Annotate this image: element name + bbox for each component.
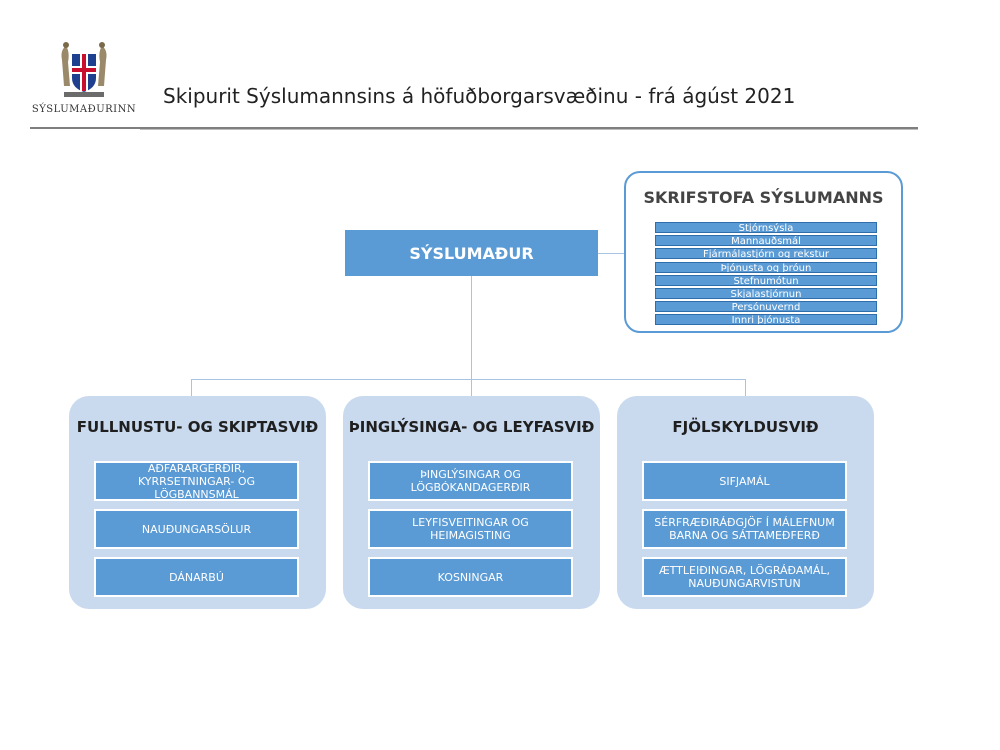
office-item: Þjónusta og þróun bbox=[655, 262, 877, 273]
logo bbox=[30, 40, 138, 120]
connector-main-office bbox=[598, 253, 624, 254]
unit-box: ÆTTLEIÐINGAR, LÖGRÁÐAMÁL, NAUÐUNGARVISTUN bbox=[642, 557, 847, 597]
unit-box: AÐFARARGERÐIR, KYRRSETNINGAR- OG LÖGBANNSMÁL bbox=[94, 461, 299, 501]
office-item: Mannauðsmál bbox=[655, 235, 877, 246]
coat-of-arms-icon bbox=[58, 40, 110, 102]
office-item: Skjalastjórnun bbox=[655, 288, 877, 299]
connector-main-down bbox=[471, 276, 472, 379]
unit-box: KOSNINGAR bbox=[368, 557, 573, 597]
dept-title: FJÖLSKYLDUSVIÐ bbox=[672, 418, 819, 436]
office-list bbox=[655, 222, 877, 328]
connector-horizontal bbox=[191, 379, 746, 380]
syslumadur-label: SÝSLUMAÐUR bbox=[409, 243, 534, 263]
office-item: Innri þjónusta bbox=[655, 314, 877, 325]
dept-title: ÞINGLÝSINGA- OG LEYFASVIÐ bbox=[348, 418, 595, 436]
header-divider-secondary bbox=[140, 129, 918, 130]
office-item: Stjórnsýsla bbox=[655, 222, 877, 233]
dept-thinglysinga-leyfasvid bbox=[343, 396, 600, 609]
logo-text: SÝSLUMAÐURINN bbox=[31, 104, 137, 115]
dept-fullnustu-skiptasvid bbox=[69, 396, 326, 609]
dept-fjolskyldusvid bbox=[617, 396, 874, 609]
connector-dept-3 bbox=[745, 379, 746, 396]
unit-box: DÁNARBÚ bbox=[94, 557, 299, 597]
office-item: Stefnumótun bbox=[655, 275, 877, 286]
unit-box: ÞINGLÝSINGAR OG LÖGBÓKANDAGERÐIR bbox=[368, 461, 573, 501]
unit-box: NAUÐUNGARSÖLUR bbox=[94, 509, 299, 549]
office-item: Persónuvernd bbox=[655, 301, 877, 312]
unit-box: SÉRFRÆÐIRÁÐGJÖF Í MÁLEFNUM BARNA OG SÁTTAMEÐFERÐ bbox=[642, 509, 847, 549]
connector-dept-1 bbox=[191, 379, 192, 396]
office-panel bbox=[624, 171, 903, 333]
unit-box: SIFJAMÁL bbox=[642, 461, 847, 501]
syslumadur-box bbox=[345, 230, 598, 276]
connector-dept-2 bbox=[471, 379, 472, 396]
dept-title: FULLNUSTU- OG SKIPTASVIÐ bbox=[76, 418, 319, 436]
unit-box: LEYFISVEITINGAR OG HEIMAGISTING bbox=[368, 509, 573, 549]
office-item: Fjármálastjórn og rekstur bbox=[655, 248, 877, 259]
office-title: SKRIFSTOFA SÝSLUMANNS bbox=[643, 188, 884, 207]
page-title: Skipurit Sýslumannsins á höfuðborgarsvæðinu - frá ágúst 2021 bbox=[163, 84, 796, 108]
